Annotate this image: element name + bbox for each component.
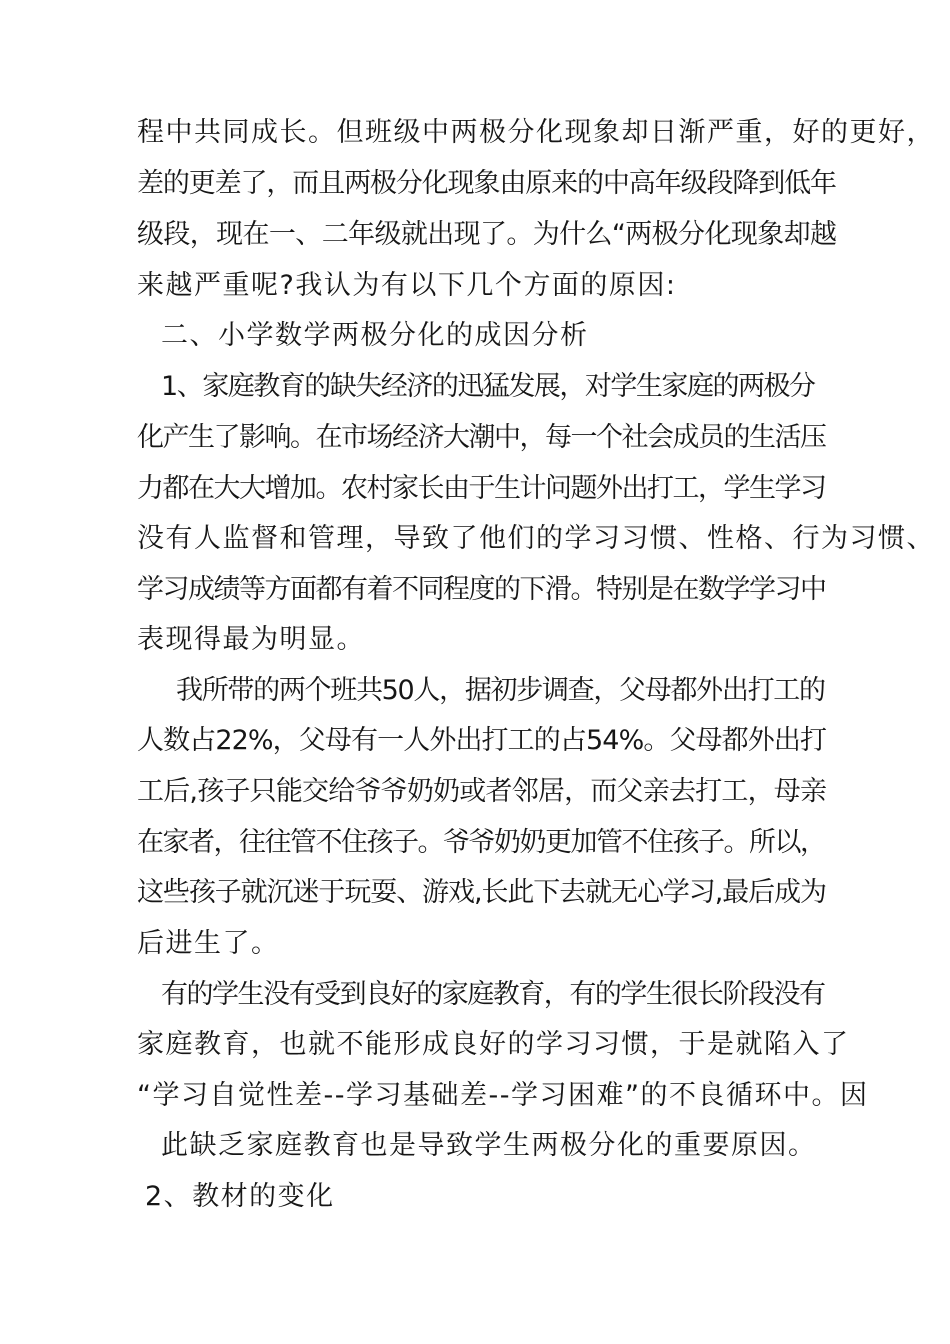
text-line-11: 表现得最为明显。 [137,624,365,655]
text-line-17: 后进生了。 [137,928,280,959]
text-line-1: 程中共同成长。但班级中两极分化现象却日渐严重，好的更好， [137,117,935,148]
text-line-9: 没有人监督和管理，导致了他们的学习习惯、性格、行为习惯、 [137,523,935,554]
text-line-15: 在家者，往往管不住孩子。爷爷奶奶更加管不住孩子。所以， [137,827,826,858]
text-line-10: 学习成绩等方面都有着不同程度的下滑。特别是在数学学习中 [137,574,826,605]
text-line-14: 工后,孩子只能交给爷爷奶奶或者邻居，而父亲去打工，母亲 [137,776,827,807]
text-line-13: 人数占22%，父母有一人外出打工的占54%。父母都外出打 [137,725,827,756]
text-line-7: 化产生了影响。在市场经济大潮中，每一个社会成员的生活压 [137,422,826,453]
text-line-16: 这些孩子就沉迷于玩耍、游戏,长此下去就无心学习,最后成为 [137,877,826,908]
text-line-8: 力都在大大增加。农村家长由于生计问题外出打工，学生学习 [137,473,826,504]
subsection-heading-1: 1、家庭教育的缺失经济的迅猛发展，对学生家庭的两极分 [161,371,815,402]
text-line-18: 有的学生没有受到良好的家庭教育，有的学生很长阶段没有 [161,979,825,1010]
text-line-3: 级段，现在一、二年级就出现了。为什么“两极分化现象却越 [137,219,837,250]
text-line-19: 家庭教育，也就不能形成良好的学习习惯，于是就陷入了 [137,1029,850,1060]
text-line-21: 此缺乏家庭教育也是导致学生两极分化的重要原因。 [161,1130,817,1161]
text-line-2: 差的更差了，而且两极分化现象由原来的中高年级段降到低年 [137,168,836,199]
text-line-4: 来越严重呢?我认为有以下几个方面的原因: [137,270,677,301]
section-heading: 二、小学数学两极分化的成因分析 [161,320,589,351]
subsection-heading-2: 2、教材的变化 [145,1181,335,1212]
text-line-20: “学习自觉性差--学习基础差--学习困难”的不良循环中。因 [137,1080,869,1111]
text-line-12: 我所带的两个班共50人，据初步调查，父母都外出打工的 [176,675,825,706]
